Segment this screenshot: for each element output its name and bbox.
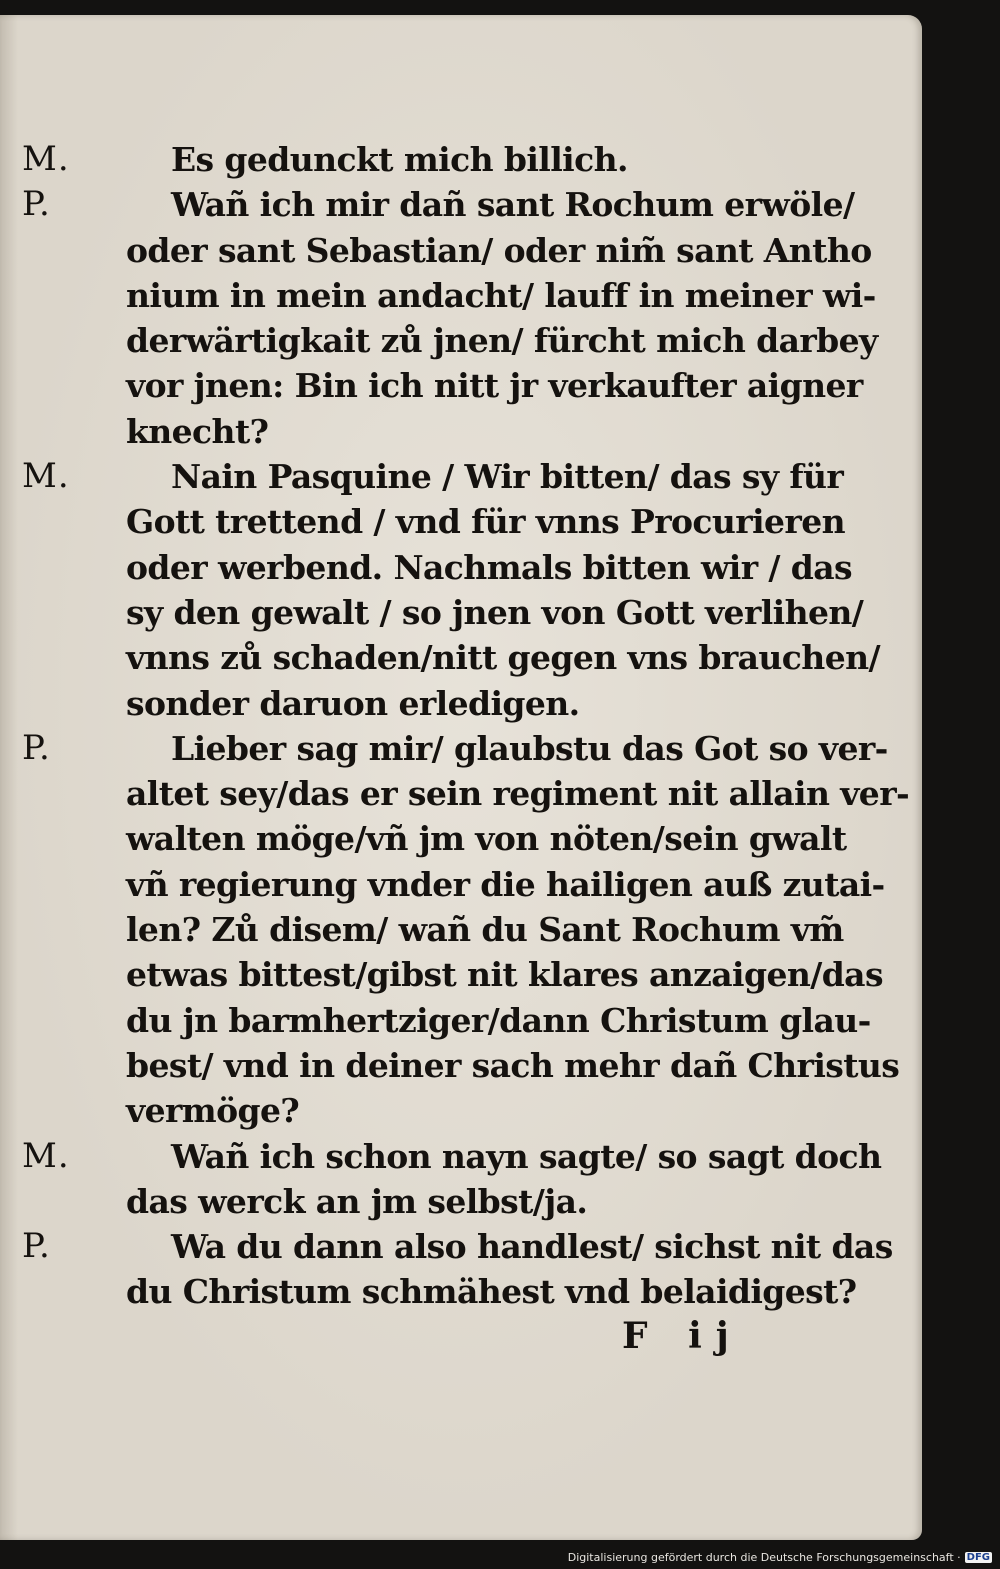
speech-block	[22, 137, 874, 182]
dfg-logo: DFG	[966, 1552, 990, 1563]
text-line: etwas bittest/gibst nit klares anzaigen/das	[126, 955, 883, 995]
text-line: derwärtigkait zů jnen/ fürcht mich darbey	[126, 321, 878, 361]
text-line: Lieber sag mir/ glaubstu das Got so ver-	[171, 728, 888, 768]
text-line: das werck an jm selbst/ja.	[126, 1181, 588, 1221]
text-line: vñ regierung vnder die hailigen auß zutai-	[126, 864, 885, 904]
text-line: altet sey/das er sein regiment nit allain ver-	[126, 774, 910, 814]
footer-credit: Digitalisierung gefördert durch die Deutsche Forschungsgemeinschaft ·	[567, 1551, 961, 1564]
text-line: Es gedunckt mich billich.	[171, 140, 628, 179]
text-line: du Christum schmähest vnd belaidigest?	[126, 1272, 857, 1312]
speech-block	[22, 1134, 882, 1225]
text-line: knecht?	[126, 411, 269, 451]
speech-block	[22, 182, 878, 454]
text-line: best/ vnd in deiner sach mehr dañ Christus	[126, 1045, 900, 1085]
dialogue-text	[22, 137, 910, 1315]
speaker-label: M.	[22, 1135, 70, 1176]
text-line: vnns zů schaden/nitt gegen vns brauchen/	[126, 638, 880, 678]
speaker-label: P.	[22, 184, 51, 225]
text-line: Wañ ich schon nayn sagte/ so sagt doch	[171, 1136, 882, 1176]
text-line: sonder daruon erledigen.	[126, 683, 580, 723]
text-line: walten möge/vñ jm von nöten/sein gwalt	[126, 819, 847, 859]
text-line: oder sant Sebastian/ oder nim̃ sant Antho	[126, 230, 872, 270]
text-line: sy den gewalt / so jnen von Gott verlihen/	[126, 592, 864, 632]
text-line: du jn barmhertziger/dann Christum glau-	[126, 1000, 871, 1040]
speech-block	[22, 454, 880, 726]
text-line: Wa du dann also handlest/ sichst nit das	[171, 1227, 893, 1267]
speaker-label: M.	[22, 139, 70, 179]
text-line: oder werbend. Nachmals bitten wir / das	[126, 547, 852, 587]
footer	[568, 1551, 992, 1564]
text-line: vor jnen: Bin ich nitt jr verkaufter aigner	[126, 366, 863, 406]
speech-block	[22, 1224, 893, 1315]
text-line: vermöge?	[126, 1091, 300, 1131]
text-line: Gott trettend / vnd für vnns Procurieren	[126, 502, 845, 542]
speaker-label: P.	[22, 727, 51, 768]
text-line: Nain Pasquine / Wir bitten/ das sy für	[171, 457, 844, 497]
speaker-label: M.	[22, 456, 70, 497]
speech-block	[22, 726, 910, 1134]
text-line: nium in mein andacht/ lauff in meiner wi-	[126, 275, 876, 315]
signature-mark: F ij	[622, 1315, 743, 1357]
text-line: Wañ ich mir dañ sant Rochum erwöle/	[171, 185, 855, 225]
text-line: len? Zů disem/ wañ du Sant Rochum vm̃	[126, 910, 844, 950]
speaker-label: P.	[22, 1226, 51, 1267]
